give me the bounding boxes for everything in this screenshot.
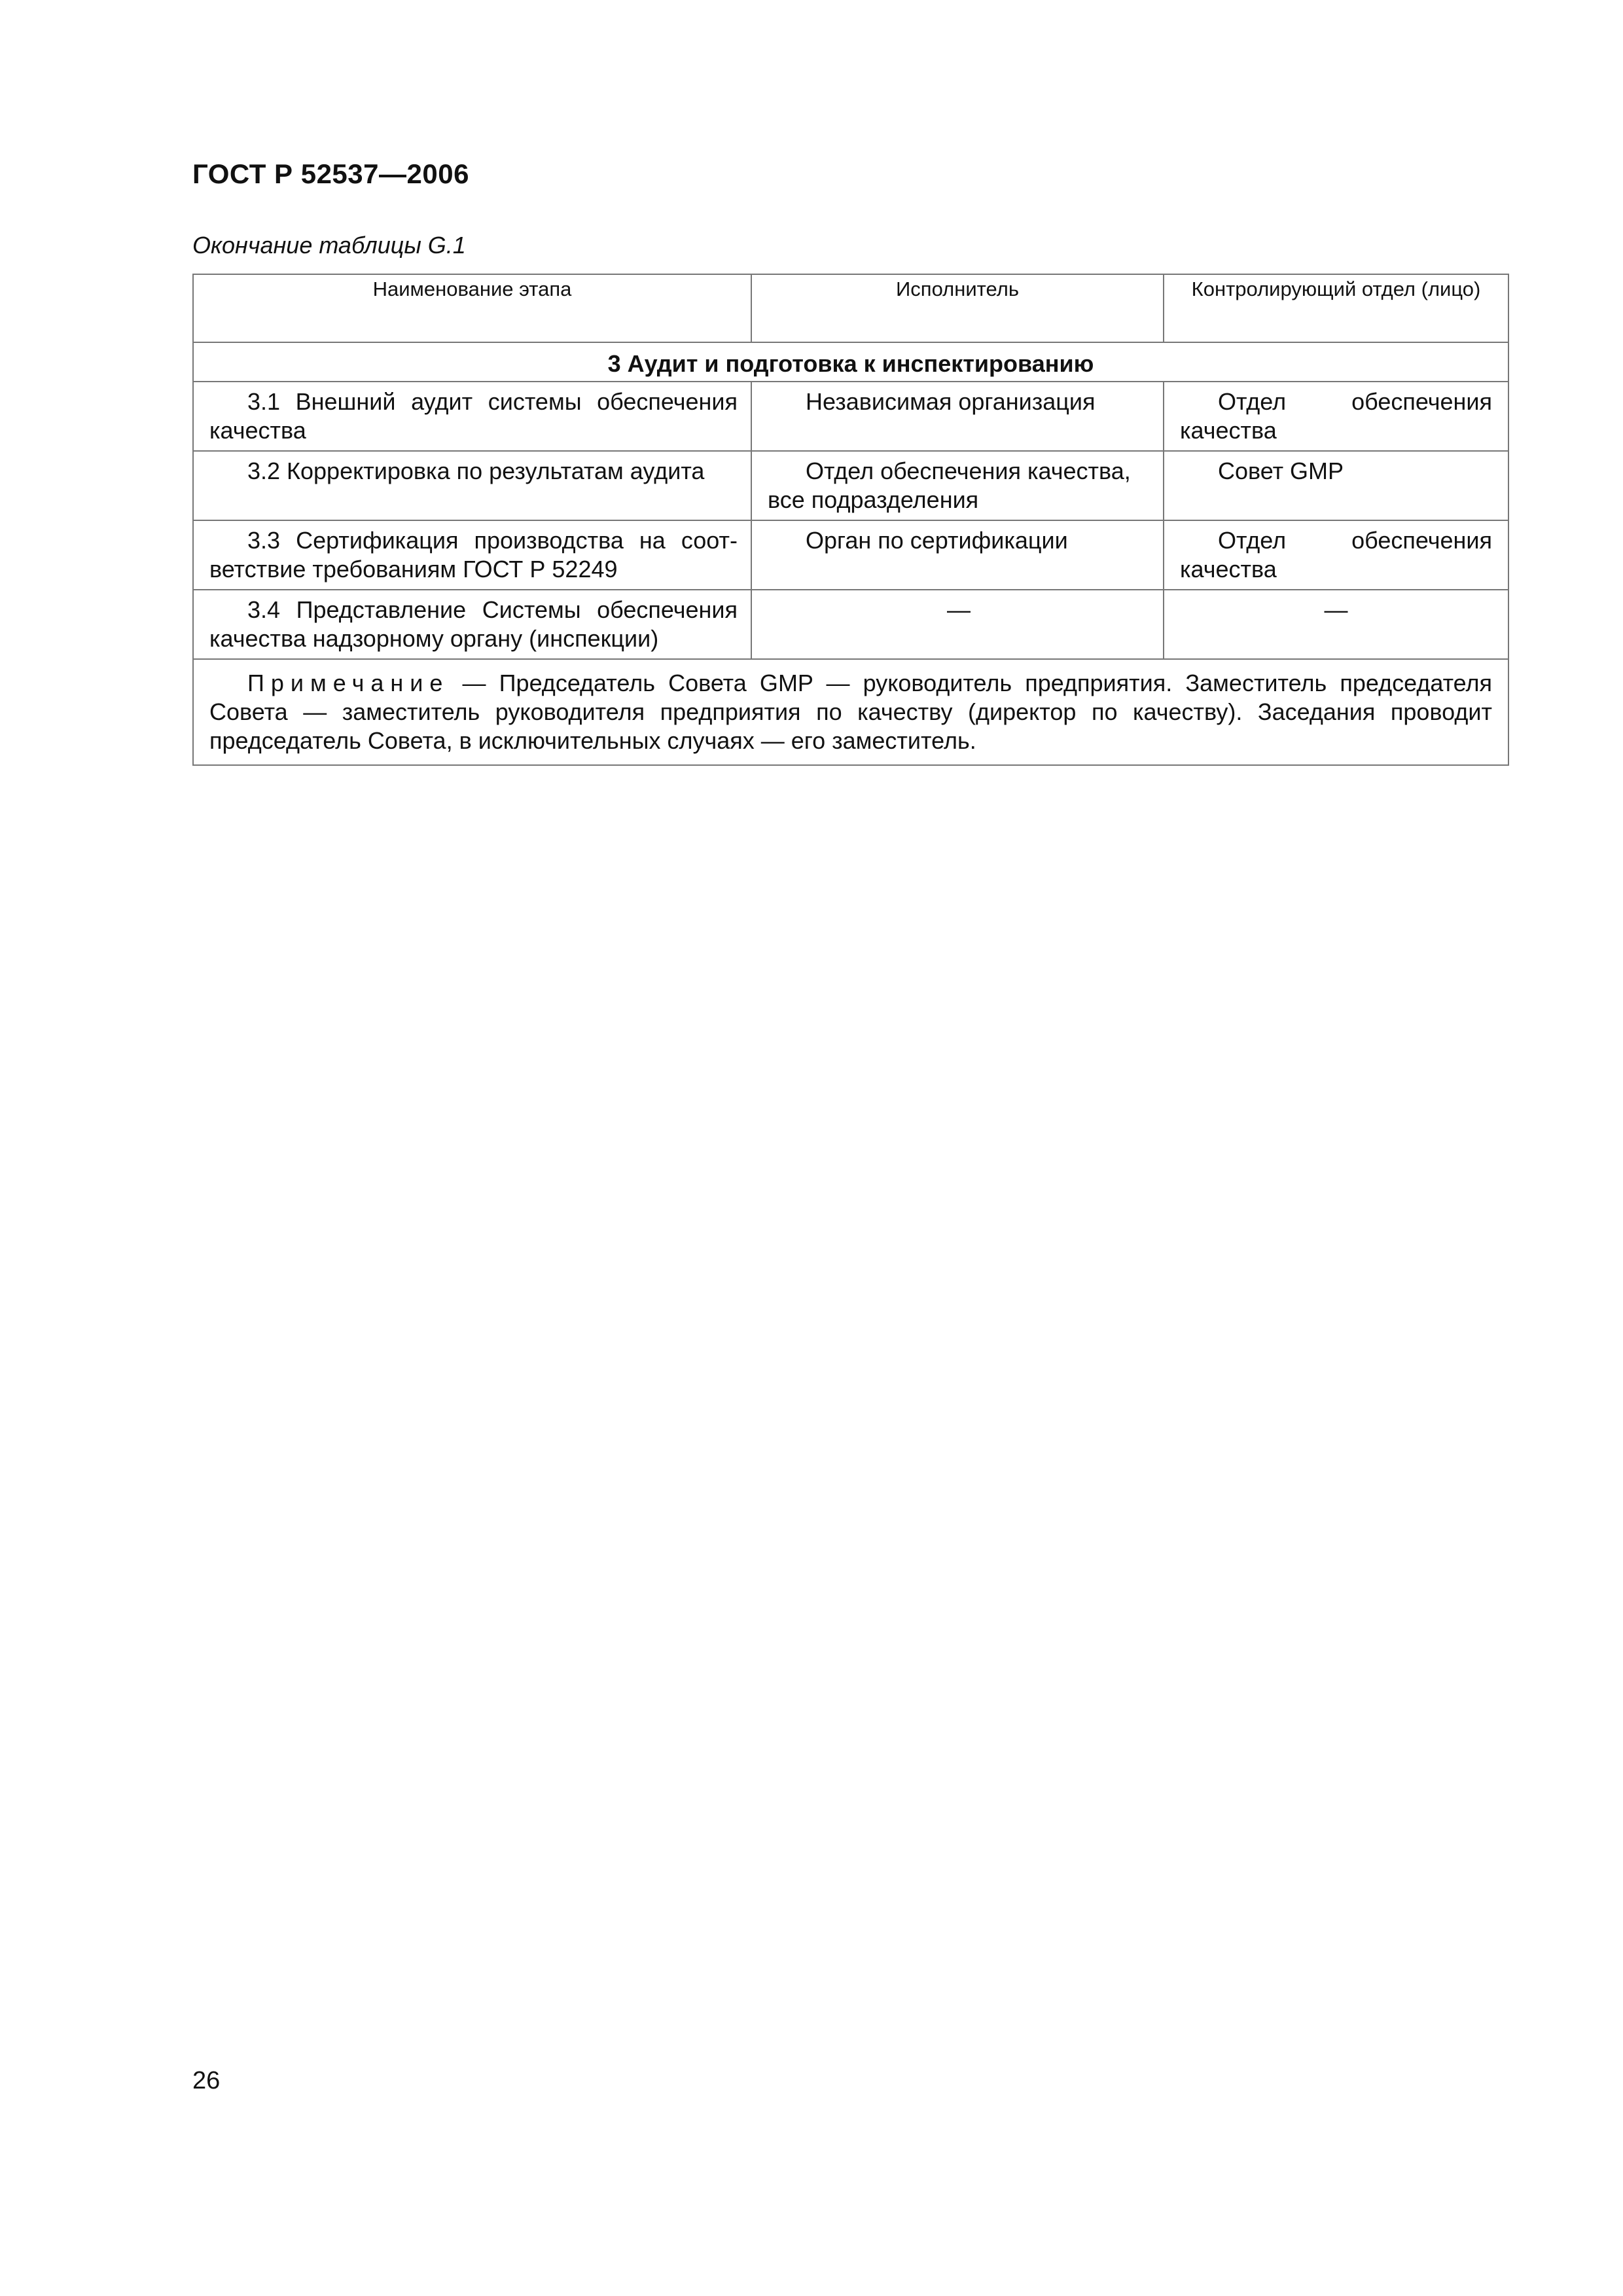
- executor-cell: —: [751, 590, 1164, 659]
- stage-text: 3.3 Сертификация производства на соот-ветствие требованиям ГОСТ Р 52249: [209, 527, 738, 583]
- document-header: ГОСТ Р 52537—2006: [192, 158, 469, 189]
- table-row: [193, 451, 1508, 520]
- executor-text: Орган по сертификации: [806, 527, 1068, 554]
- stages-table: [192, 274, 1509, 766]
- page-number: 26: [192, 2067, 221, 2094]
- stage-text: 3.1 Внешний аудит системы обеспечения качества: [209, 388, 738, 444]
- controller-cell: [1164, 382, 1508, 451]
- note-row: [193, 659, 1508, 765]
- table-caption: Окончание таблицы G.1: [192, 232, 466, 259]
- section-title: 3 Аудит и подготовка к инспектированию: [193, 342, 1508, 382]
- column-header-executor: Исполнитель: [751, 274, 1164, 342]
- stage-cell: [193, 520, 751, 590]
- controller-cell: [1164, 520, 1508, 590]
- controller-text: Совет GMP: [1218, 457, 1344, 484]
- section-row: [193, 342, 1508, 382]
- note-text: — Председатель Совета GMP — руководитель предприятия. Заместитель председателя Совета — заместитель руководителя предприятия по качеству (директор по качеству). Заседания проводит председатель Совета, в исключительных случаях — его заместитель.: [209, 670, 1492, 754]
- controller-cell: —: [1164, 590, 1508, 659]
- executor-text: Отдел обеспечения качества, все подразделения: [768, 457, 1131, 513]
- column-header-stage: Наименование этапа: [193, 274, 751, 342]
- note-label: Примечание: [247, 670, 450, 696]
- stage-cell: [193, 382, 751, 451]
- stage-text: 3.2 Корректировка по результатам аудита: [247, 457, 705, 484]
- controller-text: Отдел обеспечения качества: [1180, 527, 1492, 583]
- executor-cell: [751, 520, 1164, 590]
- stage-text: 3.4 Представление Системы обеспечения качества надзорному органу (инспекции): [209, 596, 738, 652]
- column-header-controller: Контролирующий отдел (лицо): [1164, 274, 1508, 342]
- table-note: [193, 659, 1508, 765]
- stage-cell: [193, 451, 751, 520]
- stage-cell: [193, 590, 751, 659]
- table-row: [193, 590, 1508, 659]
- controller-text: Отдел обеспечения качества: [1180, 388, 1492, 444]
- executor-cell: [751, 451, 1164, 520]
- executor-text: Независимая организация: [806, 388, 1096, 415]
- table-row: [193, 520, 1508, 590]
- executor-cell: [751, 382, 1164, 451]
- controller-cell: [1164, 451, 1508, 520]
- table-row: [193, 382, 1508, 451]
- table-header-row: [193, 274, 1508, 342]
